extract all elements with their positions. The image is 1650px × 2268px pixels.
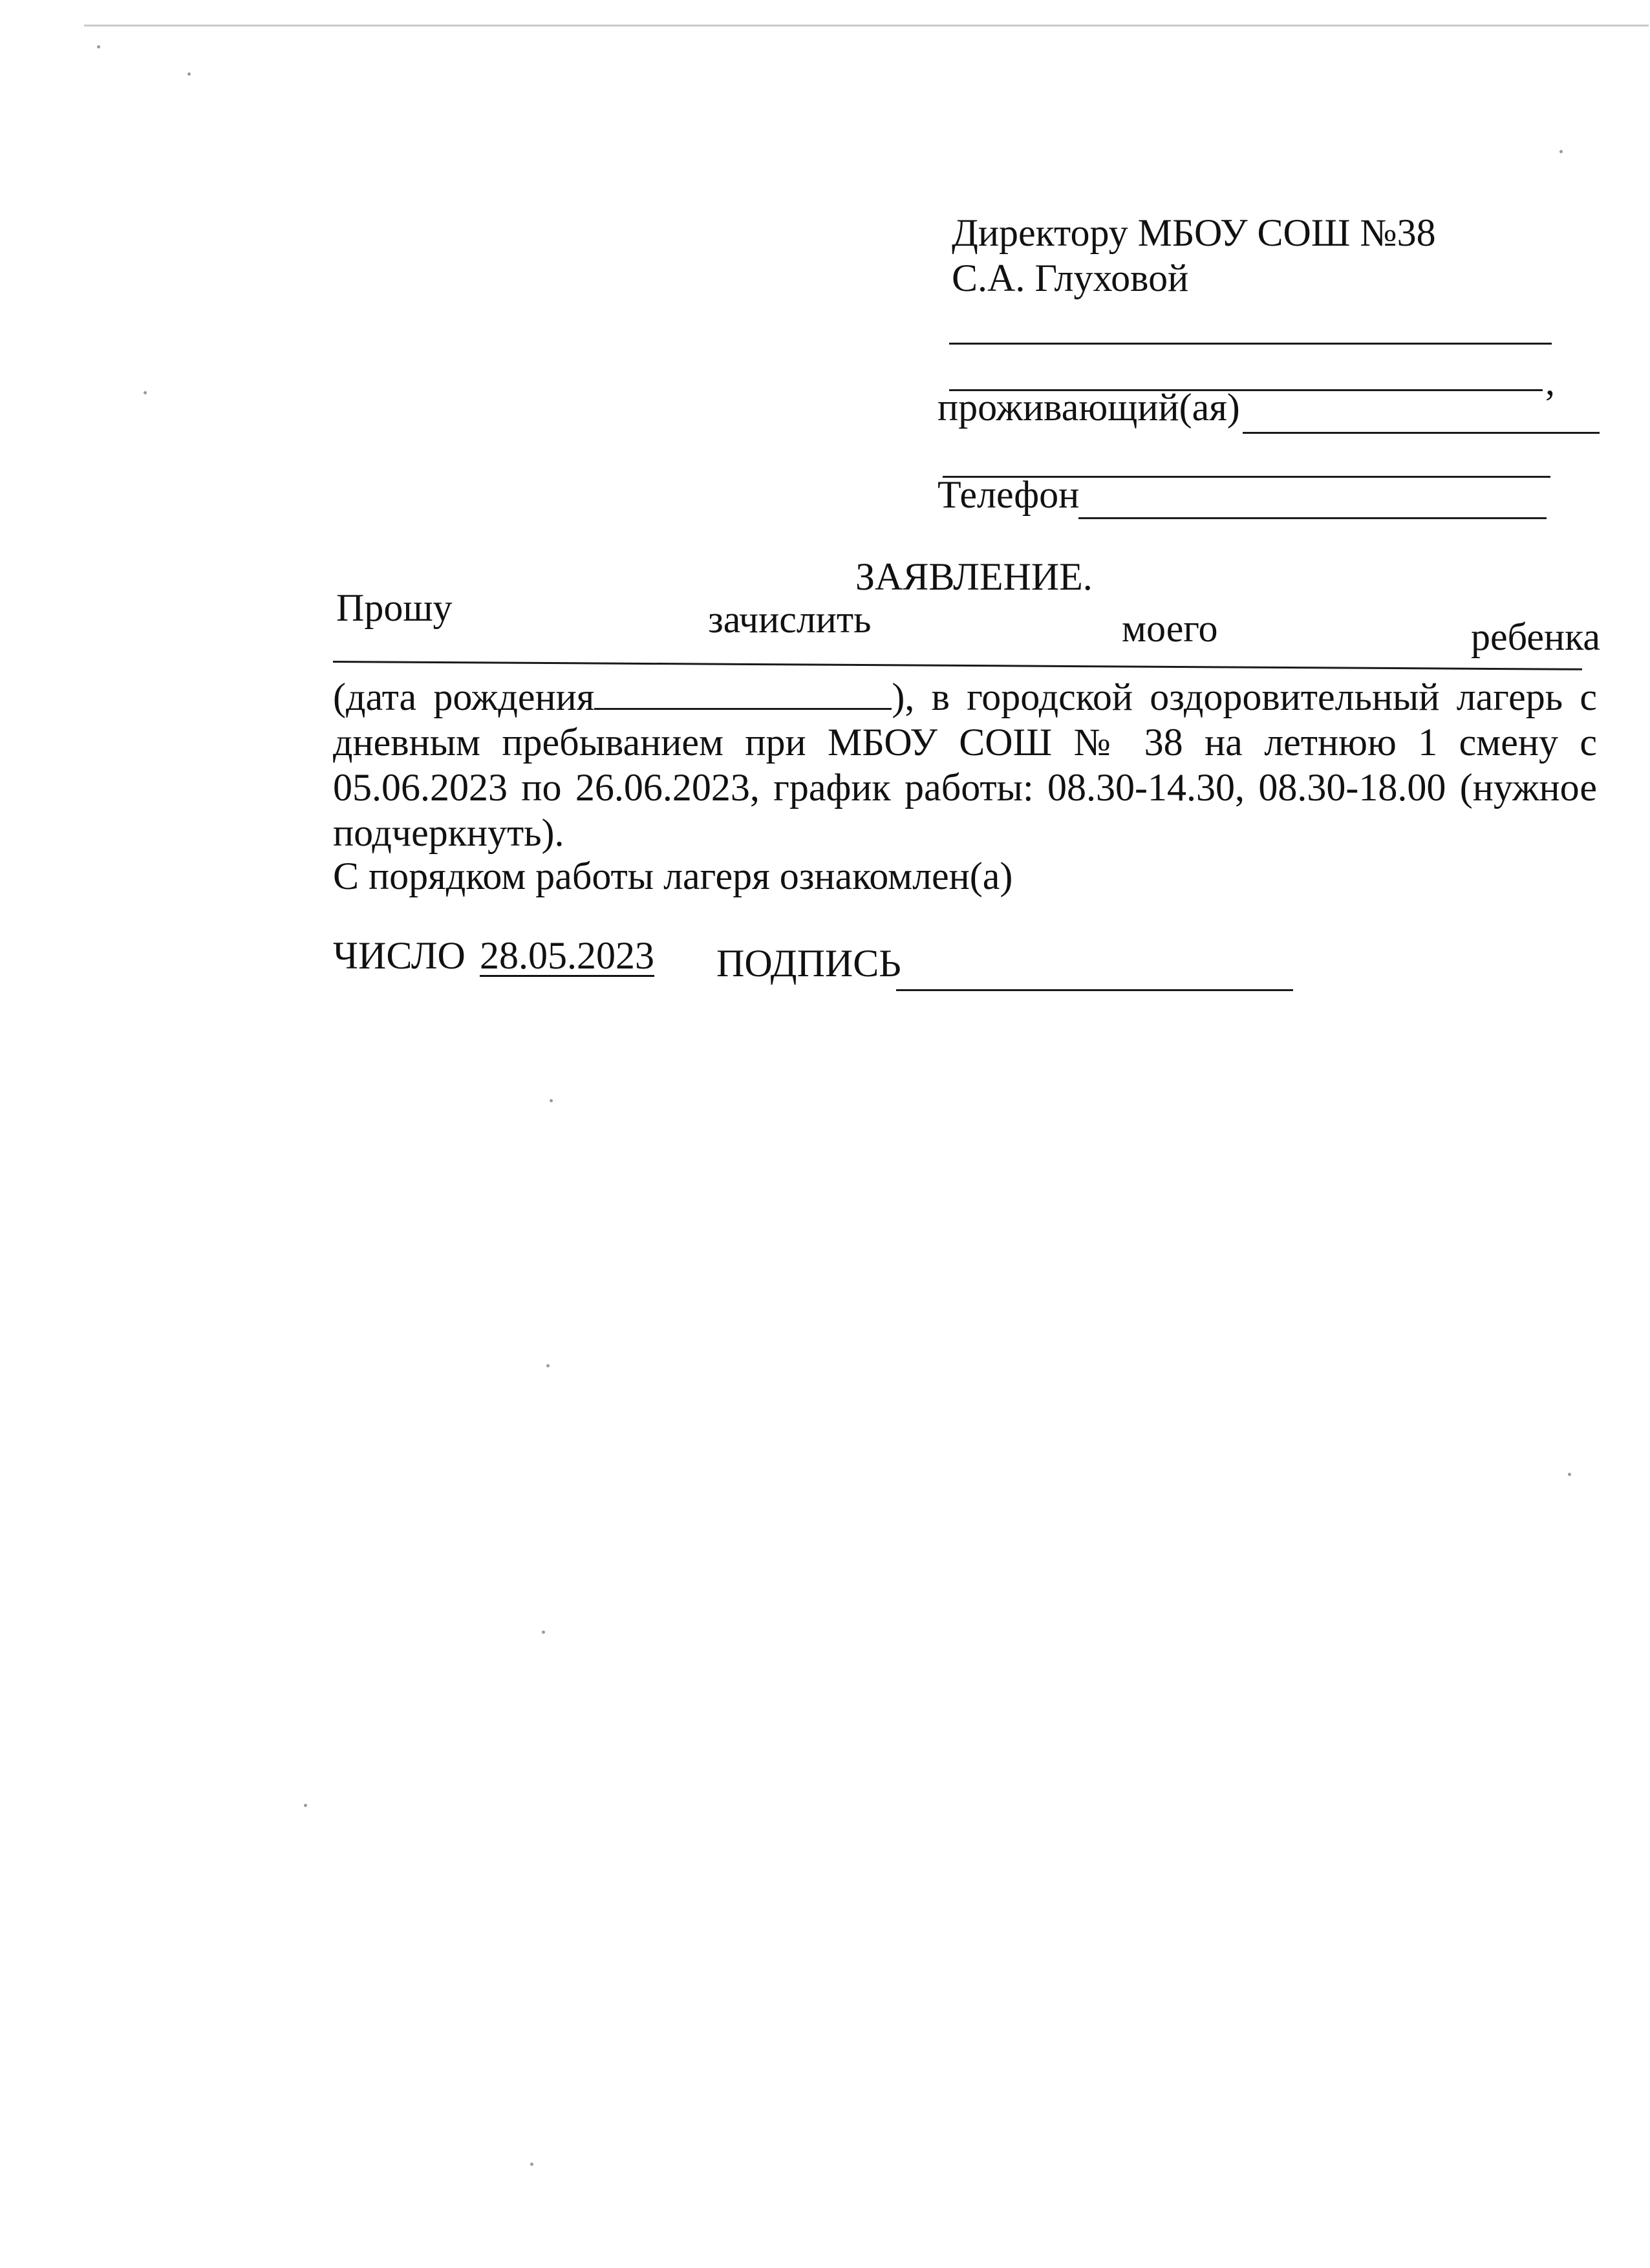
scan-speck — [97, 45, 100, 48]
date-label: ЧИСЛО — [333, 934, 466, 977]
scan-speck — [1559, 150, 1563, 153]
request-word-1: Прошу — [336, 586, 453, 629]
phone-line[interactable] — [1078, 517, 1547, 519]
date-value: 28.05.2023 — [480, 934, 654, 977]
request-body-text: ), в городской оздоровительный лагерь с дневным пребыванием при МБОУ СОШ № 38 на летнюю 1 смену с 05.06.2023 по 26.06.2023, график работы: 08.30-14.30, 08.30-18.00 (нужное подчеркнуть). — [333, 676, 1598, 854]
request-paragraph — [333, 674, 1597, 855]
residence-line-1[interactable] — [1243, 432, 1600, 434]
applicant-name-line-1[interactable] — [949, 343, 1552, 345]
scan-speck — [550, 1099, 553, 1102]
addressee-line-1: Директору МБОУ СОШ №38 — [952, 211, 1436, 254]
document-title-text: ЗАЯВЛЕНИЕ. — [855, 555, 1093, 598]
addressee-line-2: С.А. Глуховой — [952, 257, 1189, 299]
child-name-line[interactable] — [333, 661, 1582, 670]
request-word-2: зачислить — [708, 598, 872, 641]
scan-speck — [530, 2163, 533, 2166]
request-word-3: моего — [1122, 607, 1218, 650]
birth-date-prefix: (дата рождения — [333, 676, 595, 718]
scan-edge-line — [84, 25, 1649, 27]
signature-label: ПОДПИСЬ — [716, 942, 901, 985]
phone-label: Телефон — [938, 473, 1080, 516]
scan-speck — [304, 1804, 307, 1807]
applicant-name-comma: , — [1545, 360, 1555, 403]
scan-speck — [542, 1631, 545, 1634]
birth-date-field[interactable] — [594, 677, 892, 710]
scan-speck — [188, 72, 191, 76]
signature-line[interactable] — [896, 989, 1293, 991]
scan-speck — [144, 391, 147, 394]
acknowledgement-text: С порядком работы лагеря ознакомлен(а) — [333, 855, 1013, 897]
scan-speck — [1568, 1473, 1571, 1476]
scan-speck — [546, 1364, 550, 1367]
residence-label: проживающий(ая) — [938, 386, 1240, 429]
request-word-4: ребенка — [1471, 615, 1600, 658]
